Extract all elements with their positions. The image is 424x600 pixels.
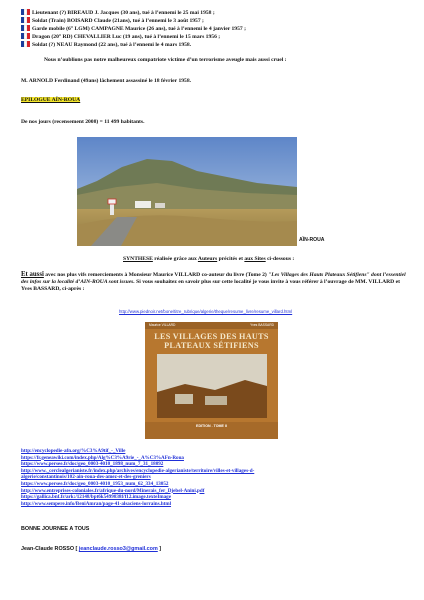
email-link[interactable]: jeanclaude.rosso3@gmail.com [78, 546, 158, 552]
french-flag-icon [21, 17, 30, 23]
source-link[interactable]: https://fr.geneawiki.com/index.php/Alg%C3%A9rie_-_A%C3%AFn-Roua [21, 454, 184, 461]
landscape-image [77, 137, 297, 246]
french-flag-icon [21, 9, 30, 15]
casualty-item: Soldat (?) NEAU Raymond (22 ans), tué à l’ennemi le 4 mars 1958. [21, 41, 416, 49]
source-link[interactable]: https://www.persee.fr/doc/geo_0003-4010_1953_num_62_334_13052 [21, 480, 169, 487]
census-line: De nos jours (recensement 2008) = 11 499 habitants. [21, 119, 145, 125]
book-author-right: Yves BASSARD [250, 323, 274, 327]
book-title: LES VILLAGES DES HAUTS PLATEAUX SÉTIFIENS [154, 332, 269, 350]
sources-list [21, 448, 421, 507]
casualty-list [21, 9, 416, 49]
source-link[interactable]: http://www.sempere.info/BeniAmran/page-41-alsaciens-lorrains.html [21, 500, 172, 507]
source-link[interactable]: http://www._cerclealgerianiste.fr/index.php/archives/encyclopedie-algerianiste/territoire/villes-et-villages-d- [21, 467, 255, 474]
casualty-item: Soldat (Train) BOISARD Claude (21ans), tué à l’ennemi le 3 août 1957 ; [21, 17, 416, 25]
farewell: BONNE JOURNEE A TOUS [21, 526, 90, 532]
source-link[interactable]: http://encyclopedie-afn.org/%C3%A9tif_-_Ville [21, 448, 126, 454]
french-flag-icon [21, 41, 30, 47]
ain-roua-photo [77, 137, 297, 246]
remember-line: Nous n’oublions pas notre malheureux compatriote victime d’un terrorisme aveugle mais aussi cruel : [44, 57, 287, 63]
photo-caption: AÏN-ROUA [299, 237, 325, 243]
book-cover [145, 322, 278, 439]
synthese-line: SYNTHESE réalisée grâce aux Auteurs précités et aux Sites ci-dessous : [123, 256, 295, 262]
french-flag-icon [21, 25, 30, 31]
casualty-item: Garde mobile (6° LGM) CAMPAGNE Maurice (26 ans), tué à l’ennemi le 4 janvier 1957 ; [21, 25, 416, 33]
book-subtitle: EDITION . TOME II [196, 424, 227, 428]
source-link[interactable]: https://www.persee.fr/doc/geo_0003-4010_1898_num_7_31_18092 [21, 461, 164, 468]
thanks-paragraph: Et aussi avec nos plus vifs remerciements à Monsieur Maurice VILLARD co-auteur du livre (Tome 2) "Les Villages des Hauts Plateaux Sétifiens" dont l’essentiel des infos sur la localité d’AIN-ROUA sont issues. Si vous souhaitez en savoir plus sur cette localité je vous invite à vous référer à l’ouvrage de MM. VILLARD et Yves BASSARD, ci-après : [21, 271, 406, 292]
casualty-item: Dragon (20° RD) CHEVALLIER Luc (19 ans), tué à l’ennemi le 15 mars 1956 ; [21, 33, 416, 41]
source-link[interactable]: algerie/constantinois/102-ain-roua-des-amez-et-des-greniers [21, 474, 151, 481]
source-link[interactable]: https://gallica.bnf.fr/ark:/12148/bpt6k5499838f/f12.image.texteImage [21, 494, 171, 501]
source-link[interactable]: http://www.entreprises-coloniales.fr/afrique-du-nord/Minerais_fer_Djebel-Anini.pdf [21, 487, 205, 494]
epilogue-title: EPILOGUE AÏN-ROUA [21, 97, 81, 103]
book-author-left: Maurice VILLARD [149, 323, 176, 327]
french-flag-icon [21, 33, 30, 39]
signature: Jean-Claude ROSSO [ jeanclaude.rosso3@gmail.com ] [21, 546, 162, 552]
casualty-item: Lieutenant (?) BIREAUD J. Jacques (30 ans), tué à l’ennemi le 25 mai 1958 ; [21, 9, 416, 17]
book-link[interactable]: http://www.piednoir.net/bone/titre_rubrique/algerie/theque/resume_livre/resume_villard.html [119, 309, 293, 314]
arnold-line: M. ARNOLD Ferdinand (49ans) lâchement assassiné le 18 février 1958. [21, 78, 192, 84]
